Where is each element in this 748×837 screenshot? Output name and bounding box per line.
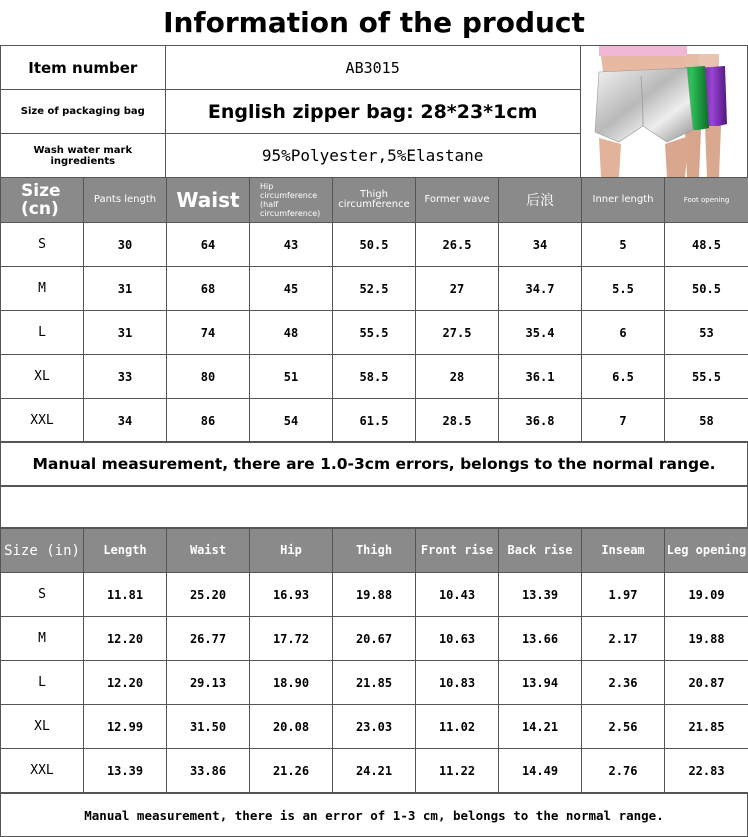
product-info-table xyxy=(0,45,748,178)
size-table-inch xyxy=(0,528,748,793)
in-header-waist: Waist xyxy=(167,529,250,573)
packaging-size-label: Size of packaging bag xyxy=(1,90,166,134)
table-cell: 36.1 xyxy=(499,355,582,399)
size-cell: L xyxy=(1,311,84,355)
table-cell: 55.5 xyxy=(665,355,748,399)
table-cell: 19.09 xyxy=(665,573,748,617)
table-row xyxy=(1,617,748,661)
size-cell: M xyxy=(1,267,84,311)
table-cell: 55.5 xyxy=(333,311,416,355)
table-cell: 2.56 xyxy=(582,705,665,749)
table-cell: 53 xyxy=(665,311,748,355)
table-cell: 23.03 xyxy=(333,705,416,749)
table-cell: 58 xyxy=(665,399,748,443)
table-cell: 6 xyxy=(582,311,665,355)
table-cell: 12.99 xyxy=(84,705,167,749)
table-cell: 22.83 xyxy=(665,749,748,793)
table-cell: 36.8 xyxy=(499,399,582,443)
in-header-hip: Hip xyxy=(250,529,333,573)
table-cell: 19.88 xyxy=(333,573,416,617)
table-cell: 2.36 xyxy=(582,661,665,705)
table-cell: 24.21 xyxy=(333,749,416,793)
table-cell: 21.85 xyxy=(665,705,748,749)
table-cell: 28 xyxy=(416,355,499,399)
cm-header-waist: Waist xyxy=(167,178,250,223)
cm-header-front-rise: Former wave xyxy=(416,178,499,223)
table-cell: 28.5 xyxy=(416,399,499,443)
cm-header-foot-opening: Foot opening xyxy=(665,178,748,223)
table-cell: 61.5 xyxy=(333,399,416,443)
size-cell: S xyxy=(1,223,84,267)
table-cell: 14.21 xyxy=(499,705,582,749)
table-cell: 11.02 xyxy=(416,705,499,749)
table-cell: 10.63 xyxy=(416,617,499,661)
table-cell: 14.49 xyxy=(499,749,582,793)
wash-label: Wash water mark ingredients xyxy=(1,134,166,178)
table-cell: 51 xyxy=(250,355,333,399)
table-cell: 7 xyxy=(582,399,665,443)
table-cell: 19.88 xyxy=(665,617,748,661)
table-cell: 17.72 xyxy=(250,617,333,661)
cm-header-thigh: Thigh circumference xyxy=(333,178,416,223)
size-cell: S xyxy=(1,573,84,617)
cm-header-inseam: Inner length xyxy=(582,178,665,223)
table-cell: 34.7 xyxy=(499,267,582,311)
cm-header-pants-length: Pants length xyxy=(84,178,167,223)
in-header-row xyxy=(1,529,748,573)
table-cell: 1.97 xyxy=(582,573,665,617)
item-number-row xyxy=(1,46,748,90)
table-cell: 20.87 xyxy=(665,661,748,705)
table-cell: 20.08 xyxy=(250,705,333,749)
table-cell: 10.43 xyxy=(416,573,499,617)
table-cell: 54 xyxy=(250,399,333,443)
cm-header-hip: Hip circumference (half circumference) xyxy=(250,178,333,223)
table-cell: 48.5 xyxy=(665,223,748,267)
table-cell: 11.22 xyxy=(416,749,499,793)
table-cell: 31 xyxy=(84,267,167,311)
table-cell: 33 xyxy=(84,355,167,399)
size-cell: XXL xyxy=(1,399,84,443)
table-cell: 31.50 xyxy=(167,705,250,749)
table-cell: 20.67 xyxy=(333,617,416,661)
in-header-thigh: Thigh xyxy=(333,529,416,573)
table-cell: 35.4 xyxy=(499,311,582,355)
item-number-label: Item number xyxy=(1,46,166,90)
table-cell: 5.5 xyxy=(582,267,665,311)
table-cell: 13.39 xyxy=(499,573,582,617)
table-cell: 13.66 xyxy=(499,617,582,661)
cm-header-row xyxy=(1,178,748,223)
in-header-front-rise: Front rise xyxy=(416,529,499,573)
table-row xyxy=(1,749,748,793)
product-photo-metallic-shorts-icon xyxy=(581,46,748,177)
table-cell: 25.20 xyxy=(167,573,250,617)
table-cell: 48 xyxy=(250,311,333,355)
table-cell: 33.86 xyxy=(167,749,250,793)
table-cell: 52.5 xyxy=(333,267,416,311)
table-cell: 29.13 xyxy=(167,661,250,705)
in-header-size: Size (in) xyxy=(1,529,84,573)
table-cell: 31 xyxy=(84,311,167,355)
table-cell: 12.20 xyxy=(84,617,167,661)
cm-header-size: Size (cn) xyxy=(1,178,84,223)
table-cell: 5 xyxy=(582,223,665,267)
table-cell: 34 xyxy=(499,223,582,267)
table-cell: 13.94 xyxy=(499,661,582,705)
table-row xyxy=(1,705,748,749)
cm-header-back-rise: 后浪 xyxy=(499,178,582,223)
table-cell: 27.5 xyxy=(416,311,499,355)
table-cell: 45 xyxy=(250,267,333,311)
table-cell: 12.20 xyxy=(84,661,167,705)
table-cell: 2.17 xyxy=(582,617,665,661)
wash-value: 95%Polyester,5%Elastane xyxy=(165,134,580,178)
in-header-inseam: Inseam xyxy=(582,529,665,573)
in-table-body xyxy=(1,573,748,793)
in-header-length: Length xyxy=(84,529,167,573)
inch-measurement-note: Manual measurement, there is an error of 1-3 cm, belongs to the normal range. xyxy=(0,793,748,837)
page-title: Information of the product xyxy=(0,0,748,46)
product-photo xyxy=(580,46,747,178)
in-header-leg-opening: Leg opening xyxy=(665,529,748,573)
item-number-value: AB3015 xyxy=(165,46,580,90)
table-cell: 30 xyxy=(84,223,167,267)
table-row xyxy=(1,311,748,355)
table-cell: 21.26 xyxy=(250,749,333,793)
table-cell: 16.93 xyxy=(250,573,333,617)
size-cell: XL xyxy=(1,705,84,749)
size-cell: L xyxy=(1,661,84,705)
blank-divider-row xyxy=(0,486,748,528)
table-cell: 21.85 xyxy=(333,661,416,705)
in-header-back-rise: Back rise xyxy=(499,529,582,573)
cm-measurement-note: Manual measurement, there are 1.0-3cm errors, belongs to the normal range. xyxy=(0,441,748,486)
table-cell: 58.5 xyxy=(333,355,416,399)
table-cell: 86 xyxy=(167,399,250,443)
table-row xyxy=(1,267,748,311)
table-row xyxy=(1,355,748,399)
table-cell: 50.5 xyxy=(665,267,748,311)
table-cell: 26.5 xyxy=(416,223,499,267)
cm-table-body xyxy=(1,223,748,443)
size-cell: XXL xyxy=(1,749,84,793)
table-cell: 68 xyxy=(167,267,250,311)
packaging-size-value: English zipper bag: 28*23*1cm xyxy=(165,90,580,134)
table-cell: 2.76 xyxy=(582,749,665,793)
table-cell: 13.39 xyxy=(84,749,167,793)
size-cell: XL xyxy=(1,355,84,399)
table-row xyxy=(1,223,748,267)
table-cell: 64 xyxy=(167,223,250,267)
table-cell: 26.77 xyxy=(167,617,250,661)
size-cell: M xyxy=(1,617,84,661)
table-cell: 10.83 xyxy=(416,661,499,705)
table-cell: 74 xyxy=(167,311,250,355)
table-cell: 6.5 xyxy=(582,355,665,399)
table-cell: 43 xyxy=(250,223,333,267)
table-row xyxy=(1,399,748,443)
size-table-cm xyxy=(0,177,748,443)
table-row xyxy=(1,573,748,617)
table-cell: 11.81 xyxy=(84,573,167,617)
table-cell: 18.90 xyxy=(250,661,333,705)
table-cell: 34 xyxy=(84,399,167,443)
table-cell: 80 xyxy=(167,355,250,399)
table-cell: 27 xyxy=(416,267,499,311)
table-row xyxy=(1,661,748,705)
table-cell: 50.5 xyxy=(333,223,416,267)
